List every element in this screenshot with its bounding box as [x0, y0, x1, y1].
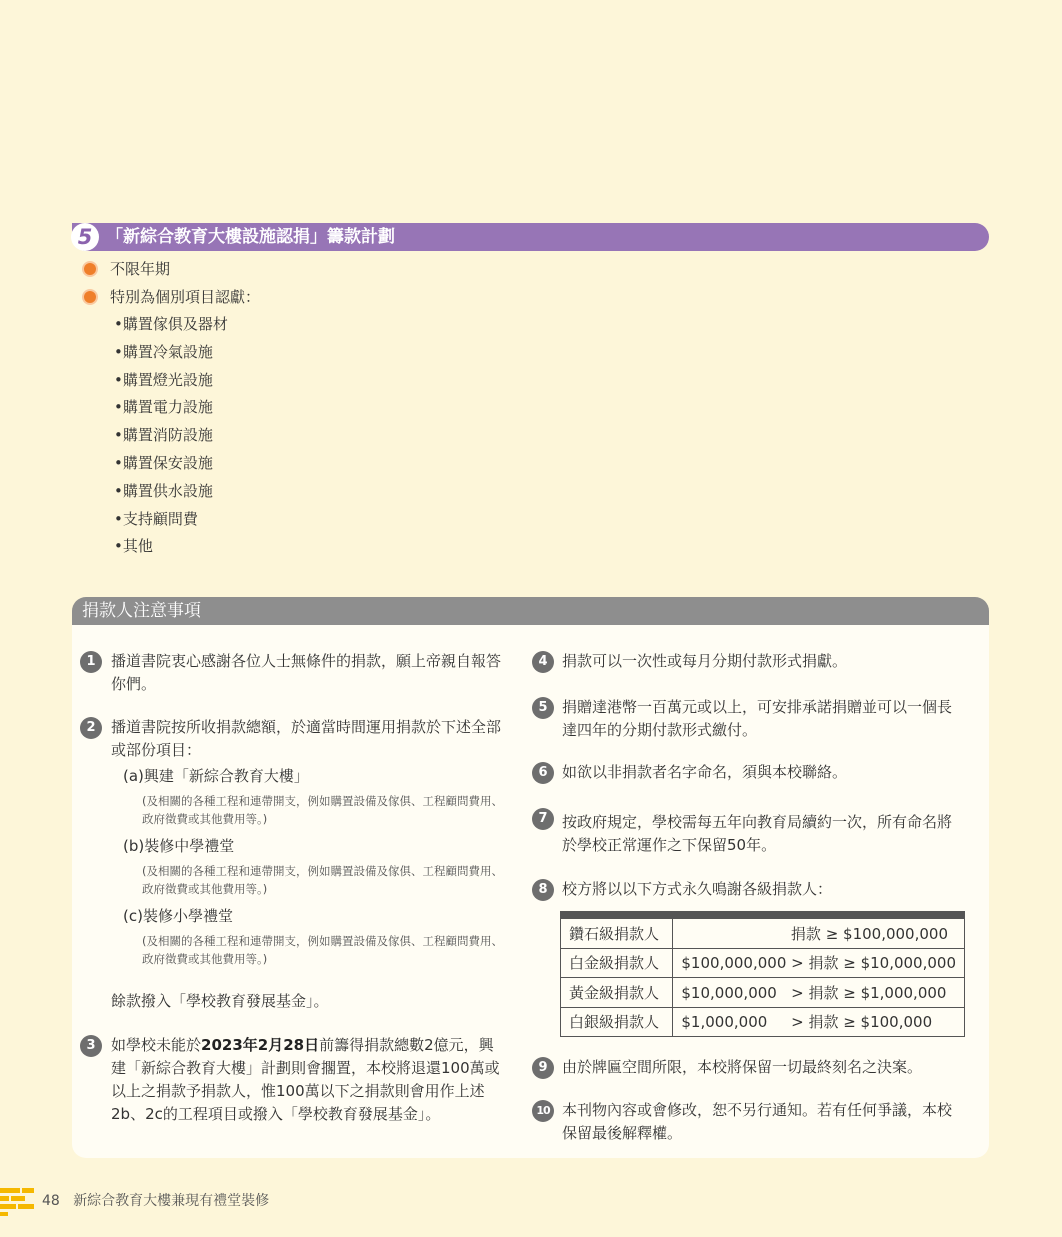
bullet-dot-icon — [84, 263, 96, 275]
note-6-text: 如欲以非捐款者名字命名，須與本校聯絡。 — [562, 763, 848, 781]
table-row — [561, 948, 965, 978]
table-cell: 白銀級捐款人 — [561, 1007, 673, 1037]
list-item: •購置保安設施 — [114, 453, 213, 472]
note-3-text: 如學校未能於2023年2月28日前籌得捐款總數2億元，興建「新綜合教育大樓」計劃則會擱置，本校將退還100萬或以上之捐款予捐款人，惟100萬以下之捐款則會用作上述2b、2c的工程項目或撥入「學校教育發展基金」。 — [111, 1036, 500, 1123]
note-2c-title: (c)裝修小學禮堂 — [123, 907, 233, 925]
section-number-badge: 5 — [71, 223, 99, 251]
section-title: 「新綜合教育大樓設施認捐」籌款計劃 — [106, 227, 395, 247]
note-7-text: 按政府規定，學校需每五年向教育局續約一次，所有命名將於學校正常運作之下保留50年。 — [562, 813, 953, 854]
table-cell: 鑽石級捐款人 — [561, 915, 673, 948]
table-cell: $1,000,000 > 捐款 ≥ $100,000 — [673, 1007, 965, 1037]
note-9-text: 由於牌匾空間所限，本校將保留一切最終刻名之決案。 — [562, 1058, 923, 1076]
donor-levels-table — [560, 911, 965, 1037]
page-number: 48 — [42, 1193, 60, 1209]
table-cell: 捐款 ≥ $100,000,000 — [673, 915, 965, 948]
project-items-list — [114, 313, 228, 563]
table-row — [561, 978, 965, 1008]
note-number-badge: 3 — [80, 1035, 102, 1057]
note-number-badge: 9 — [532, 1057, 554, 1079]
footer — [42, 1190, 269, 1210]
list-item: 不限年期 — [84, 258, 260, 286]
list-item: •購置消防設施 — [114, 426, 213, 445]
table-cell: 白金級捐款人 — [561, 948, 673, 978]
note-2-remainder: 餘款撥入「學校教育發展基金」。 — [111, 992, 329, 1010]
note-number-badge: 6 — [532, 762, 554, 784]
bullet-dot-icon — [84, 291, 96, 303]
note-number-badge: 1 — [80, 651, 102, 673]
list-item: •支持顧問費 — [114, 509, 198, 528]
note-10-text: 本刊物內容或會修改，恕不另行通知。若有任何爭議，本校保留最後解釋權。 — [562, 1101, 953, 1142]
list-item: •購置燈光設施 — [114, 370, 213, 389]
note-4-text: 捐款可以一次性或每月分期付款形式捐獻。 — [562, 652, 848, 670]
note-number-badge: 8 — [532, 879, 554, 901]
note-number-badge: 4 — [532, 651, 554, 673]
note-number-badge: 10 — [532, 1100, 554, 1122]
list-item: •購置電力設施 — [114, 398, 213, 417]
note-number-badge: 7 — [532, 808, 554, 830]
note-number-badge: 5 — [532, 697, 554, 719]
note-2b-title: (b)裝修中學禮堂 — [123, 837, 235, 855]
notes-title: 捐款人注意事項 — [82, 601, 201, 621]
section-5-points — [84, 258, 260, 314]
list-item: 特別為個別項目認獻： — [84, 286, 260, 314]
note-2c-detail: (及相關的各種工程和連帶開支，例如購置設備及傢俱、工程顧問費用、政府徵費或其他費用等。) — [142, 934, 503, 966]
list-item: •購置供水設施 — [114, 481, 213, 500]
note-2-text: 播道書院按所收捐款總額，於適當時間運用捐款於下述全部或部份項目： — [111, 718, 502, 759]
table-cell: $10,000,000 > 捐款 ≥ $1,000,000 — [673, 978, 965, 1008]
table-row — [561, 915, 965, 948]
notes-header — [72, 597, 989, 625]
table-cell: 黃金級捐款人 — [561, 978, 673, 1008]
note-2b-detail: (及相關的各種工程和連帶開支，例如購置設備及傢俱、工程顧問費用、政府徵費或其他費用等。) — [142, 864, 503, 896]
note-2a-title: (a)興建「新綜合教育大樓」 — [123, 767, 309, 785]
footer-logo-icon — [0, 1186, 36, 1216]
note-number-badge: 2 — [80, 717, 102, 739]
table-cell: $100,000,000 > 捐款 ≥ $10,000,000 — [673, 948, 965, 978]
list-item: •其他 — [114, 537, 153, 556]
list-item: •購置傢俱及器材 — [114, 315, 228, 333]
footer-title: 新綜合教育大樓兼現有禮堂裝修 — [73, 1193, 270, 1209]
note-2a-detail: (及相關的各種工程和連帶開支，例如購置設備及傢俱、工程顧問費用、政府徵費或其他費用等。) — [142, 794, 503, 826]
note-5-text: 捐贈達港幣一百萬元或以上，可安排承諾捐贈並可以一個長達四年的分期付款形式繳付。 — [562, 698, 953, 739]
list-item: •購置冷氣設施 — [114, 342, 213, 361]
note-1-text: 播道書院衷心感謝各位人士無條件的捐款，願上帝親自報答你們。 — [111, 652, 502, 693]
table-row — [561, 1007, 965, 1037]
section-5-header — [72, 223, 989, 251]
note-8-text: 校方將以以下方式永久鳴謝各級捐款人： — [562, 880, 833, 898]
